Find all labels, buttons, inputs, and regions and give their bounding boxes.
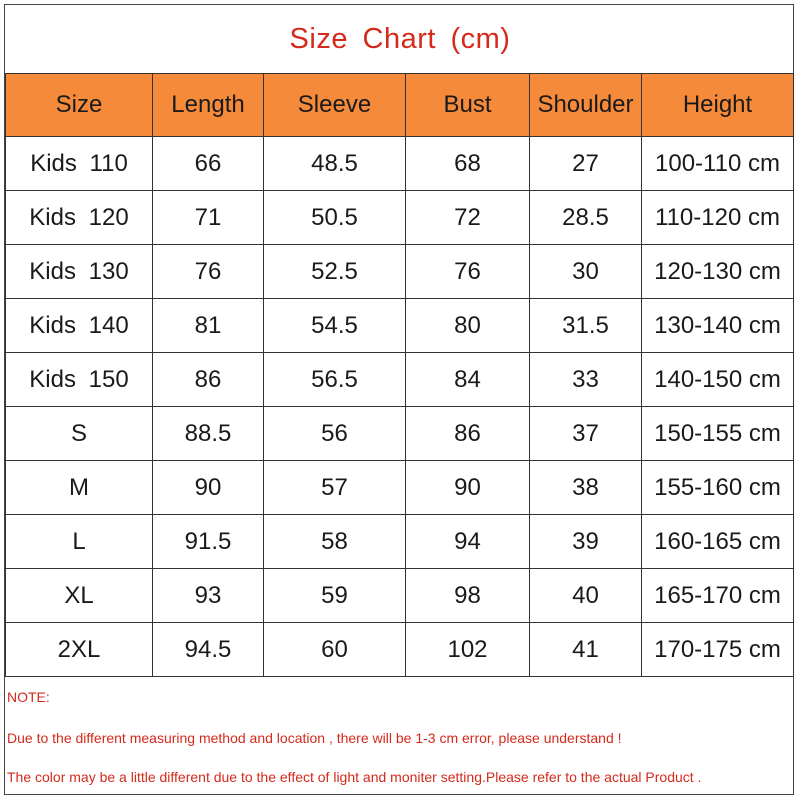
cell-sleeve: 56.5: [264, 353, 406, 407]
cell-sleeve: 57: [264, 461, 406, 515]
cell-size: Kids 140: [6, 299, 153, 353]
cell-shoulder: 38: [530, 461, 642, 515]
cell-bust: 68: [406, 137, 530, 191]
cell-height: 100-110 cm: [642, 137, 794, 191]
cell-length: 91.5: [153, 515, 264, 569]
table-row: [6, 245, 794, 299]
cell-sleeve: 48.5: [264, 137, 406, 191]
cell-sleeve: 56: [264, 407, 406, 461]
cell-shoulder: 37: [530, 407, 642, 461]
cell-height: 130-140 cm: [642, 299, 794, 353]
cell-bust: 98: [406, 569, 530, 623]
cell-shoulder: 30: [530, 245, 642, 299]
cell-size: S: [6, 407, 153, 461]
cell-bust: 84: [406, 353, 530, 407]
table-header-row: [6, 74, 794, 137]
cell-size: M: [6, 461, 153, 515]
cell-length: 81: [153, 299, 264, 353]
cell-height: 165-170 cm: [642, 569, 794, 623]
header-size: Size: [6, 74, 153, 137]
cell-height: 170-175 cm: [642, 623, 794, 677]
cell-length: 66: [153, 137, 264, 191]
cell-bust: 80: [406, 299, 530, 353]
table-row: [6, 407, 794, 461]
table-row: [6, 353, 794, 407]
cell-size: Kids 130: [6, 245, 153, 299]
cell-height: 140-150 cm: [642, 353, 794, 407]
cell-sleeve: 58: [264, 515, 406, 569]
cell-length: 76: [153, 245, 264, 299]
cell-bust: 76: [406, 245, 530, 299]
header-shoulder: Shoulder: [530, 74, 642, 137]
cell-shoulder: 33: [530, 353, 642, 407]
cell-shoulder: 40: [530, 569, 642, 623]
cell-length: 94.5: [153, 623, 264, 677]
cell-bust: 90: [406, 461, 530, 515]
cell-length: 88.5: [153, 407, 264, 461]
header-length: Length: [153, 74, 264, 137]
cell-bust: 72: [406, 191, 530, 245]
size-chart-title: Size Chart (cm): [289, 22, 511, 55]
cell-length: 93: [153, 569, 264, 623]
note-label: NOTE:: [7, 689, 50, 705]
cell-size: Kids 150: [6, 353, 153, 407]
table-row: [6, 623, 794, 677]
cell-length: 90: [153, 461, 264, 515]
cell-sleeve: 52.5: [264, 245, 406, 299]
cell-height: 160-165 cm: [642, 515, 794, 569]
cell-size: Kids 110: [6, 137, 153, 191]
cell-shoulder: 31.5: [530, 299, 642, 353]
cell-size: L: [6, 515, 153, 569]
cell-size: Kids 120: [6, 191, 153, 245]
table-row: [6, 515, 794, 569]
cell-length: 71: [153, 191, 264, 245]
cell-length: 86: [153, 353, 264, 407]
cell-shoulder: 28.5: [530, 191, 642, 245]
cell-shoulder: 27: [530, 137, 642, 191]
cell-size: 2XL: [6, 623, 153, 677]
note-measurement-error: Due to the different measuring method and location , there will be 1-3 cm error, please understand !: [7, 730, 622, 746]
table-row: [6, 461, 794, 515]
cell-bust: 86: [406, 407, 530, 461]
header-sleeve: Sleeve: [264, 74, 406, 137]
cell-bust: 102: [406, 623, 530, 677]
cell-height: 150-155 cm: [642, 407, 794, 461]
cell-sleeve: 59: [264, 569, 406, 623]
cell-shoulder: 41: [530, 623, 642, 677]
note-color-difference: The color may be a little different due to the effect of light and moniter setting.Please refer to the actual Product .: [7, 769, 702, 785]
size-table: [5, 73, 794, 677]
header-bust: Bust: [406, 74, 530, 137]
table-row: [6, 299, 794, 353]
cell-bust: 94: [406, 515, 530, 569]
size-chart-frame: [4, 4, 794, 795]
header-height: Height: [642, 74, 794, 137]
cell-shoulder: 39: [530, 515, 642, 569]
table-row: [6, 191, 794, 245]
cell-sleeve: 54.5: [264, 299, 406, 353]
cell-sleeve: 50.5: [264, 191, 406, 245]
table-row: [6, 137, 794, 191]
cell-height: 120-130 cm: [642, 245, 794, 299]
cell-sleeve: 60: [264, 623, 406, 677]
cell-size: XL: [6, 569, 153, 623]
table-row: [6, 569, 794, 623]
cell-height: 155-160 cm: [642, 461, 794, 515]
cell-height: 110-120 cm: [642, 191, 794, 245]
